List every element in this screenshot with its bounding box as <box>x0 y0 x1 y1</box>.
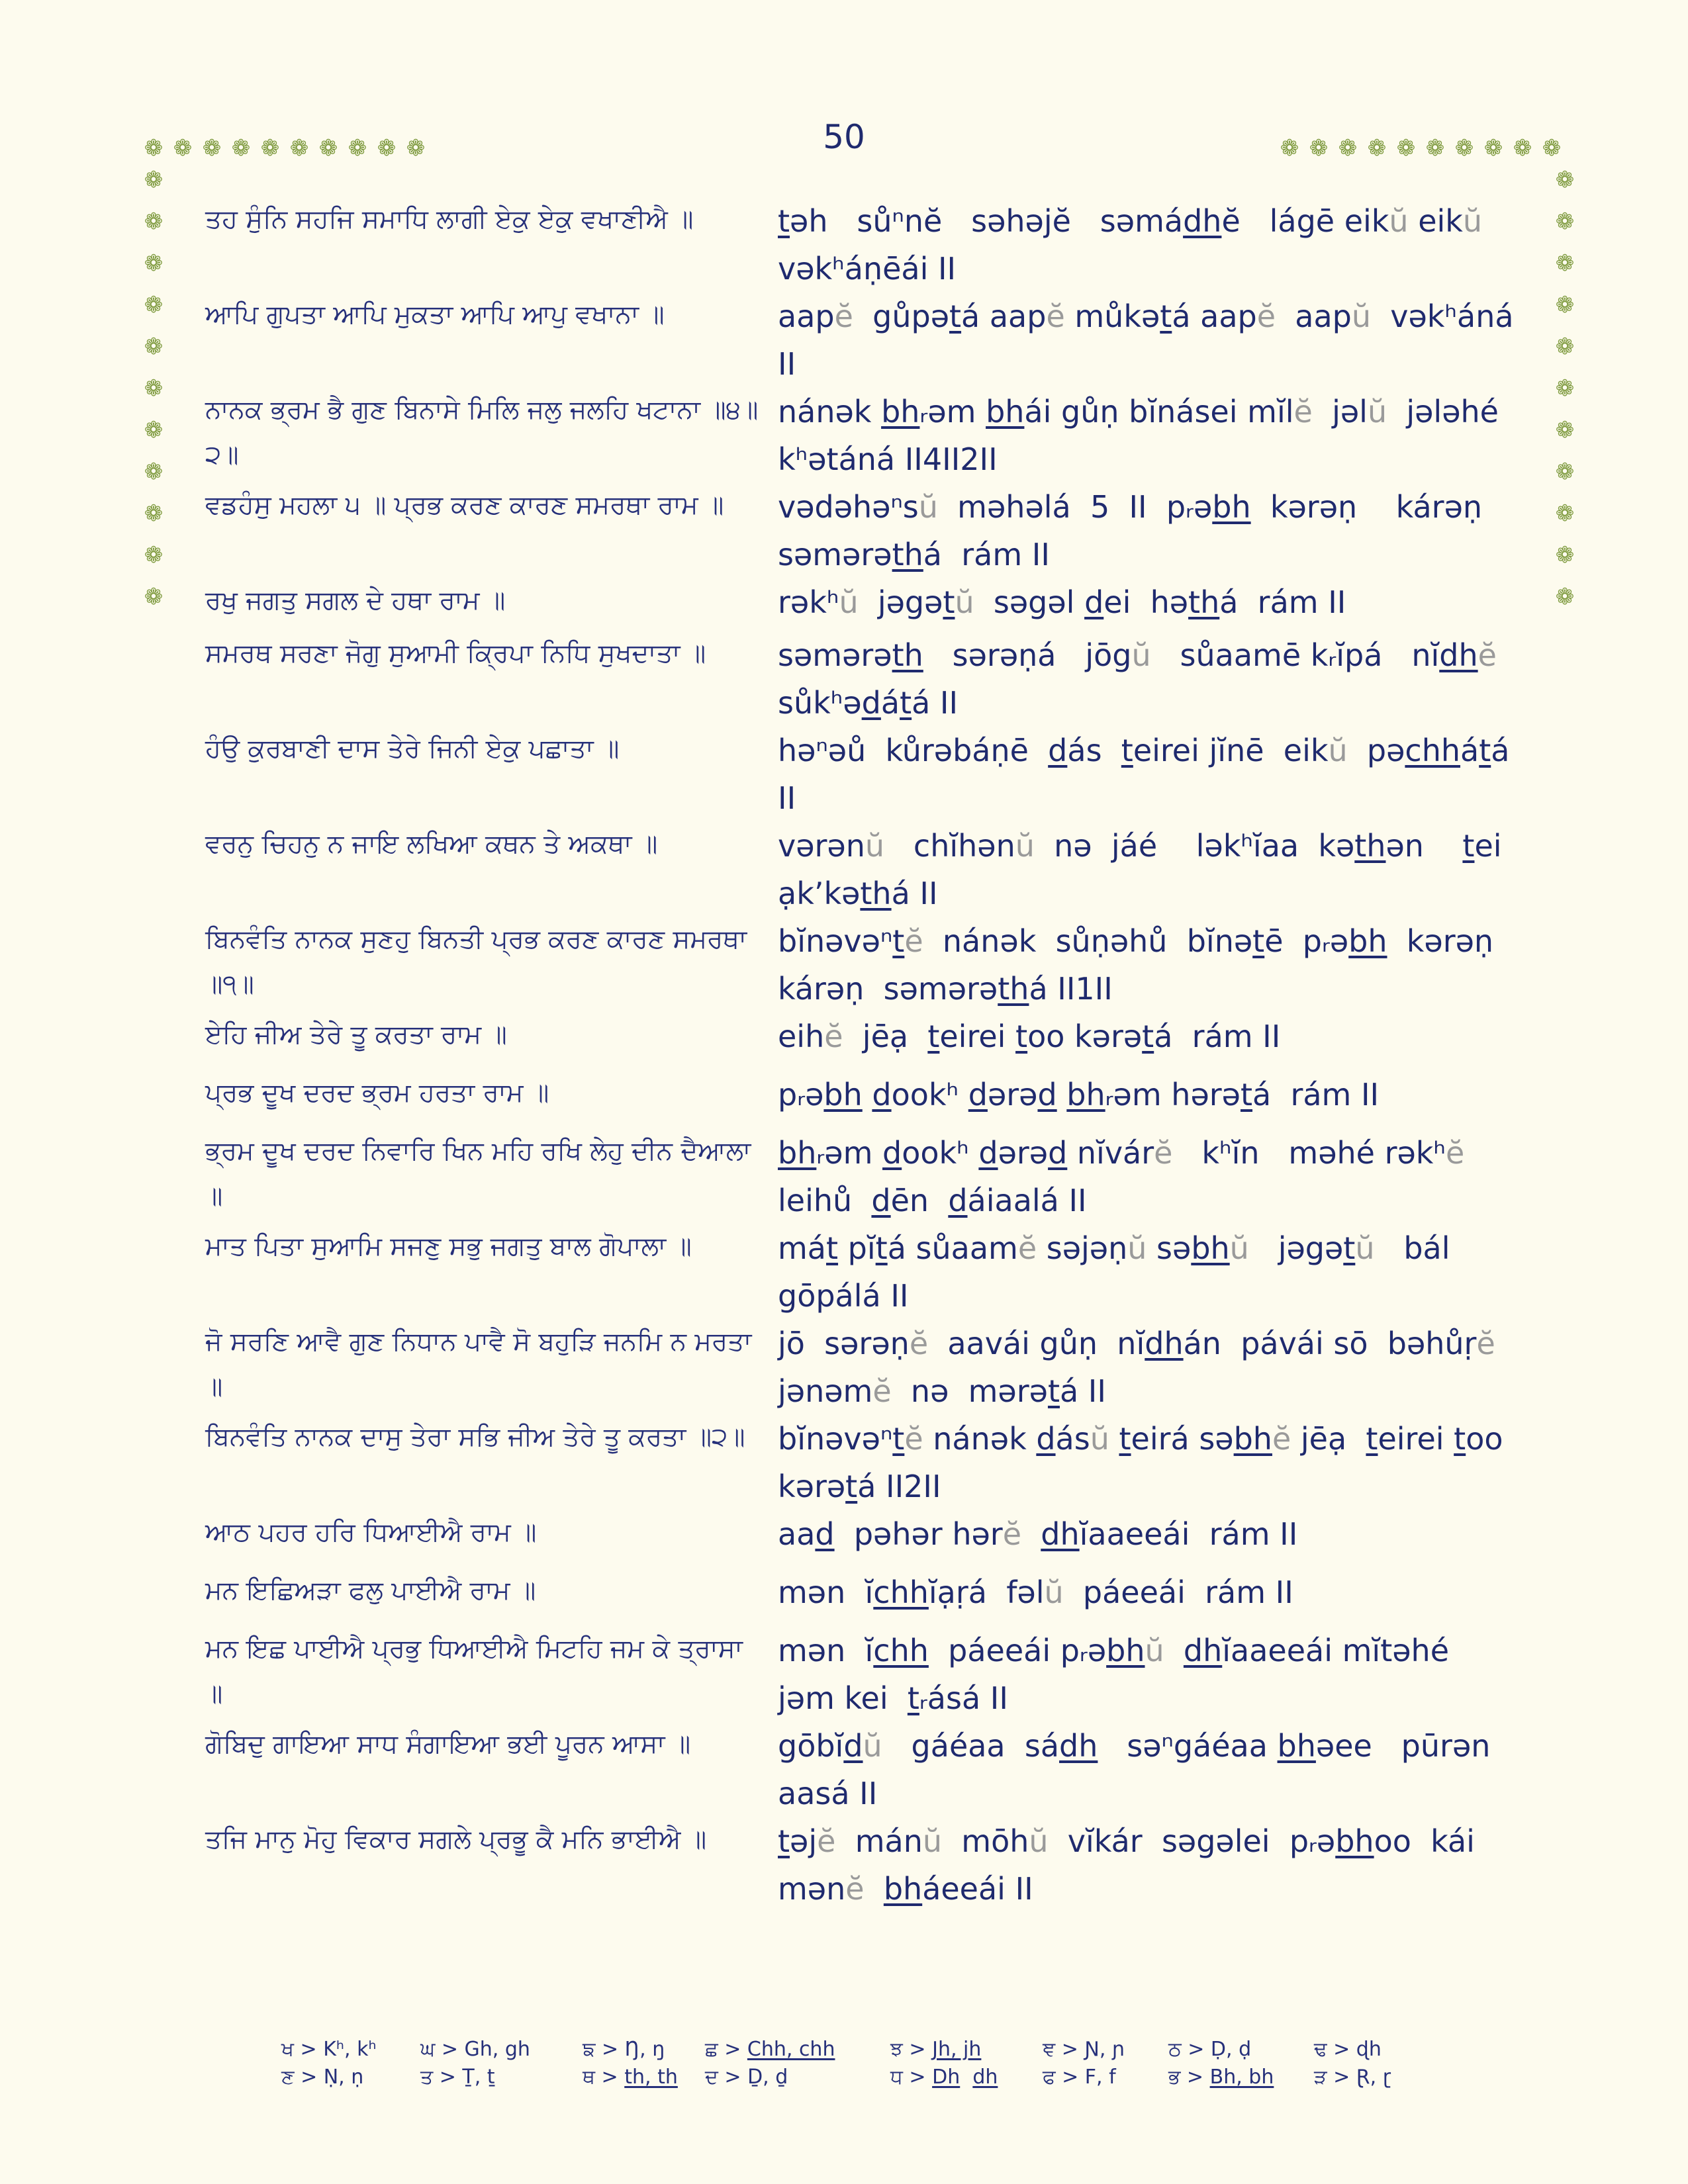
flower-icon: ❁ <box>1280 135 1299 161</box>
flower-icon: ❁ <box>144 542 164 569</box>
legend-item: ਛ > Chh, chh <box>705 2038 835 2061</box>
flower-icon: ❁ <box>144 334 164 360</box>
verse-row <box>205 631 1523 727</box>
transliteration-line: bhᵣəm dookʰ dərəd nĭvárĕ kʰĭn məhé rəkʰĕ leihů dēn dáiaalá II <box>778 1135 1465 1218</box>
transliteration-line: bĭnəvəⁿtĕ nánək dásŭ teirá səbhĕ jēạ teirei too kərətá II2II <box>778 1421 1503 1504</box>
flower-icon: ❁ <box>144 584 164 610</box>
flower-icon: ❁ <box>1555 459 1575 485</box>
verse-row <box>205 1071 1523 1129</box>
flower-icon: ❁ <box>1425 135 1445 161</box>
flower-icon: ❁ <box>144 375 164 402</box>
flower-icon: ❁ <box>144 417 164 443</box>
flower-icon: ❁ <box>1555 334 1575 360</box>
flower-icon: ❁ <box>231 135 251 161</box>
legend-item: ਖ > Kʰ, kʰ <box>281 2038 377 2061</box>
legend-item: ਧ > Dh dh <box>890 2066 998 2089</box>
flower-icon: ❁ <box>348 135 367 161</box>
legend-item: ੜ > Ɽ, ɽ <box>1314 2066 1391 2089</box>
flower-icon: ❁ <box>1555 292 1575 318</box>
legend-item: ਠ > Ḍ, ḍ <box>1168 2038 1252 2061</box>
transliteration-line: pᵣəbh dookʰ dərəd bhᵣəm hərətá rám II <box>778 1077 1380 1113</box>
gurmukhi-line: ਤਜਿ ਮਾਨੁ ਮੋਹੁ ਵਿਕਾਰ ਸਗਲੇ ਪ੍ਰਭੂ ਕੈ ਮਨਿ ਭਾਈਐ ॥ <box>205 1825 707 1854</box>
transliteration-line: aad pəhər hərĕ dhĭaaeeái rám II <box>778 1516 1298 1552</box>
transliteration-line: mát pĭtá sůaamĕ səjəṇŭ səbhŭ jəgətŭ bál gōpálá II <box>778 1230 1450 1314</box>
verse-row <box>205 1817 1523 1913</box>
flower-icon: ❁ <box>1555 417 1575 443</box>
gurmukhi-line: ਵਰਨੁ ਚਿਹਨੁ ਨ ਜਾਇ ਲਖਿਆ ਕਥਨ ਤੇ ਅਕਥਾ ॥ <box>205 829 658 859</box>
flower-icon: ❁ <box>144 292 164 318</box>
flower-icon: ❁ <box>202 135 222 161</box>
flower-icon: ❁ <box>1367 135 1387 161</box>
legend-item: ਭ > Bh, bh <box>1168 2066 1274 2089</box>
transliteration-line: təh sůⁿnĕ səhəjĕ səmádhĕ lágē eikŭ eikŭ vəkʰáṇēái II <box>778 203 1483 287</box>
verse-row <box>205 917 1523 1013</box>
flower-icon: ❁ <box>173 135 193 161</box>
flower-icon: ❁ <box>1555 167 1575 193</box>
gurmukhi-line: ਬਿਨਵੰਤਿ ਨਾਨਕ ਦਾਸੁ ਤੇਰਾ ਸਭਿ ਜੀਅ ਤੇਰੇ ਤੂ ਕਰਤਾ ॥੨॥ <box>205 1422 745 1452</box>
legend-row <box>281 2036 1473 2064</box>
flower-icon: ❁ <box>1555 375 1575 402</box>
legend-item: ਦ > Ḏ, ḏ <box>705 2066 788 2089</box>
transliteration-line: eihĕ jēạ teirei too kərətá rám II <box>778 1019 1281 1054</box>
transliteration-line: mən ĭchh páeeái pᵣəbhŭ dhĭaaeeái mĭtəhé jəm kei tᵣásá II <box>778 1633 1459 1716</box>
flower-icon: ❁ <box>144 250 164 277</box>
transliteration-line: təjĕ mánŭ mōhŭ vĭkár səgəlei pᵣəbhoo kái mənĕ bháeeái II <box>778 1823 1475 1907</box>
flower-icon: ❁ <box>144 500 164 527</box>
verse-row <box>205 578 1523 631</box>
flower-icon: ❁ <box>144 459 164 485</box>
flower-icon: ❁ <box>144 208 164 235</box>
legend-item: ਞ > Ɲ, ɲ <box>1043 2038 1125 2061</box>
gurmukhi-line: ਭ੍ਰਮ ਦੂਖ ਦਰਦ ਨਿਵਾਰਿ ਖਿਨ ਮਹਿ ਰਖਿ ਲੇਹੁ ਦੀਨ ਦੈਆਲਾ ॥ <box>205 1136 751 1211</box>
flower-icon: ❁ <box>377 135 397 161</box>
transliteration-line: vərənŭ chĭhənŭ nə jáé ləkʰĭaa kəthən tei ạk’kəthá II <box>778 828 1502 911</box>
transliteration-line: mən ĭchhĭạṛá fəlŭ páeeái rám II <box>778 1574 1293 1610</box>
flower-icon: ❁ <box>260 135 280 161</box>
verse-row <box>205 1129 1523 1224</box>
legend-row <box>281 2064 1473 2091</box>
flower-icon: ❁ <box>144 167 164 193</box>
gurmukhi-line: ਮਨ ਇਛਿਅੜਾ ਫਲੁ ਪਾਈਐ ਰਾਮ ॥ <box>205 1576 536 1606</box>
flower-icon: ❁ <box>1396 135 1416 161</box>
legend-item: ਙ > Ŋ, ŋ <box>583 2038 665 2061</box>
gurmukhi-line: ਆਪਿ ਗੁਪਤਾ ਆਪਿ ਮੁਕਤਾ ਆਪਿ ਆਪੁ ਵਖਾਨਾ ॥ <box>205 300 665 330</box>
gurmukhi-line: ਨਾਨਕ ਭ੍ਰਮ ਭੈ ਗੁਣ ਬਿਨਾਸੇ ਮਿਲਿ ਜਲੁ ਜਲਹਿ ਖਟਾਨਾ ॥੪॥੨॥ <box>205 395 759 470</box>
gurmukhi-line: ਗੋਬਿਦੁ ਗਾਇਆ ਸਾਧ ਸੰਗਾਇਆ ਭਈ ਪੂਰਨ ਆਸਾ ॥ <box>205 1729 691 1759</box>
legend-item: ਝ > Jh, jh <box>890 2038 982 2061</box>
legend-item: ਥ > th, th <box>583 2066 678 2089</box>
flower-icon: ❁ <box>1555 500 1575 527</box>
flower-icon: ❁ <box>1454 135 1474 161</box>
verse-row <box>205 293 1523 388</box>
flower-icon: ❁ <box>1338 135 1358 161</box>
legend-item: ਢ > ɖh <box>1314 2038 1382 2061</box>
verse-row <box>205 1013 1523 1071</box>
verse-row <box>205 1722 1523 1817</box>
verse-row <box>205 1320 1523 1415</box>
flower-icon: ❁ <box>1555 208 1575 235</box>
legend-item: ਤ > Ṯ, ṯ <box>420 2066 495 2089</box>
flower-icon: ❁ <box>144 135 164 161</box>
verse-row <box>205 483 1523 578</box>
page-number: 50 <box>823 118 865 156</box>
verse-row <box>205 1627 1523 1722</box>
verse-row <box>205 727 1523 822</box>
flower-icon: ❁ <box>289 135 309 161</box>
verse-table <box>205 197 1523 1913</box>
verse-row <box>205 197 1523 293</box>
gurmukhi-line: ਹੰਉ ਕੁਰਬਾਣੀ ਦਾਸ ਤੇਰੇ ਜਿਨੀ ਏਕੁ ਪਛਾਤਾ ॥ <box>205 734 620 764</box>
transliteration-line: jō sərəṇĕ aavái gůṇ nĭdhán pávái sō bəhůṛĕ jənəmĕ nə mərətá II <box>778 1326 1495 1409</box>
verse-row <box>205 822 1523 917</box>
legend-item: ਘ > Gh, gh <box>420 2038 530 2061</box>
flower-icon: ❁ <box>1309 135 1329 161</box>
transliteration-line: gōbĭdŭ gáéaa sádh səⁿgáéaa bhəee pūrən aasá II <box>778 1728 1491 1811</box>
verse-row <box>205 388 1523 483</box>
gurmukhi-line: ਪ੍ਰਭ ਦੂਖ ਦਰਦ ਭ੍ਰਮ ਹਰਤਾ ਰਾਮ ॥ <box>205 1078 549 1108</box>
legend-item: ਣ > Ṇ, ṇ <box>281 2066 364 2089</box>
verse-row <box>205 1510 1523 1569</box>
flower-icon: ❁ <box>1542 135 1562 161</box>
gurmukhi-line: ਮਾਤ ਪਿਤਾ ਸੁਆਮਿ ਸਜਣੁ ਸਭੁ ਜਗਤੁ ਬਾਲ ਗੋਪਾਲਾ ॥ <box>205 1232 692 1261</box>
transliteration-line: səmərəth sərəṇá jōgŭ sůaamē kᵣĭpá nĭdhĕ sůkʰədátá II <box>778 637 1497 721</box>
gurmukhi-line: ਸਮਰਥ ਸਰਣਾ ਜੋਗੁ ਸੁਆਮੀ ਕ੍ਰਿਪਾ ਨਿਧਿ ਸੁਖਦਾਤਾ ॥ <box>205 639 706 668</box>
gurmukhi-line: ਬਿਨਵੰਤਿ ਨਾਨਕ ਸੁਣਹੁ ਬਿਨਤੀ ਪ੍ਰਭ ਕਰਣ ਕਾਰਣ ਸਮਰਥਾ ॥੧॥ <box>205 925 747 999</box>
transliteration-line: həⁿəů kůrəbáṇē dás teirei jĭnē eikŭ pəchhátá II <box>778 733 1510 816</box>
flower-icon: ❁ <box>1555 250 1575 277</box>
verse-row <box>205 1224 1523 1320</box>
flower-icon: ❁ <box>1555 542 1575 569</box>
gurmukhi-line: ਰਖੁ ਜਗਤੁ ਸਗਲ ਦੇ ਹਥਾ ਰਾਮ ॥ <box>205 586 506 615</box>
flower-icon: ❁ <box>406 135 426 161</box>
verse-row <box>205 1569 1523 1627</box>
legend-item: ਫ > F, f <box>1043 2066 1116 2089</box>
flower-icon: ❁ <box>1513 135 1532 161</box>
transliteration-key <box>281 2036 1473 2091</box>
gurmukhi-line: ਜੋ ਸਰਣਿ ਆਵੈ ਗੁਣ ਨਿਧਾਨ ਪਾਵੈ ਸੋ ਬਹੁੜਿ ਜਨਮਿ ਨ ਮਰਤਾ ॥ <box>205 1327 752 1402</box>
flower-icon: ❁ <box>1483 135 1503 161</box>
gurmukhi-line: ਵਡਹੰਸੁ ਮਹਲਾ ੫ ॥ ਪ੍ਰਭ ਕਰਣ ਕਾਰਣ ਸਮਰਥਾ ਰਾਮ ॥ <box>205 490 724 520</box>
transliteration-line: bĭnəvəⁿtĕ nánək sůṇəhů bĭnətē pᵣəbh kərəṇ kárəṇ səmərəthá II1II <box>778 923 1494 1007</box>
gurmukhi-line: ਤਹ ਸੁੰਨਿ ਸਹਜਿ ਸਮਾਧਿ ਲਾਗੀ ਏਕੁ ਏਕੁ ਵਖਾਣੀਐ ॥ <box>205 205 694 234</box>
gurmukhi-line: ਮਨ ਇਛ ਪਾਈਐ ਪ੍ਰਭੁ ਧਿਆਈਐ ਮਿਟਹਿ ਜਮ ਕੇ ਤ੍ਰਾਸਾ ॥ <box>205 1634 743 1709</box>
transliteration-line: vədəhəⁿsŭ məhəlá 5 II pᵣəbh kərəṇ kárəṇ səmərəthá rám II <box>778 489 1483 572</box>
transliteration-line: rəkʰŭ jəgətŭ səgəl dei həthá rám II <box>778 584 1346 620</box>
verse-row <box>205 1415 1523 1510</box>
flower-icon: ❁ <box>1555 584 1575 610</box>
transliteration-line: nánək bhᵣəm bhái gůṇ bĭnásei mĭlĕ jəlŭ jələhé kʰətáná II4II2II <box>778 394 1499 477</box>
gurmukhi-line: ਆਠ ਪਹਰ ਹਰਿ ਧਿਆਈਐ ਰਾਮ ॥ <box>205 1518 537 1547</box>
gurmukhi-line: ਏਹਿ ਜੀਅ ਤੇਰੇ ਤੂ ਕਰਤਾ ਰਾਮ ॥ <box>205 1020 507 1050</box>
transliteration-line: aapĕ gůpətá aapĕ můkətá aapĕ aapŭ vəkʰáná II <box>778 298 1514 382</box>
flower-icon: ❁ <box>318 135 338 161</box>
